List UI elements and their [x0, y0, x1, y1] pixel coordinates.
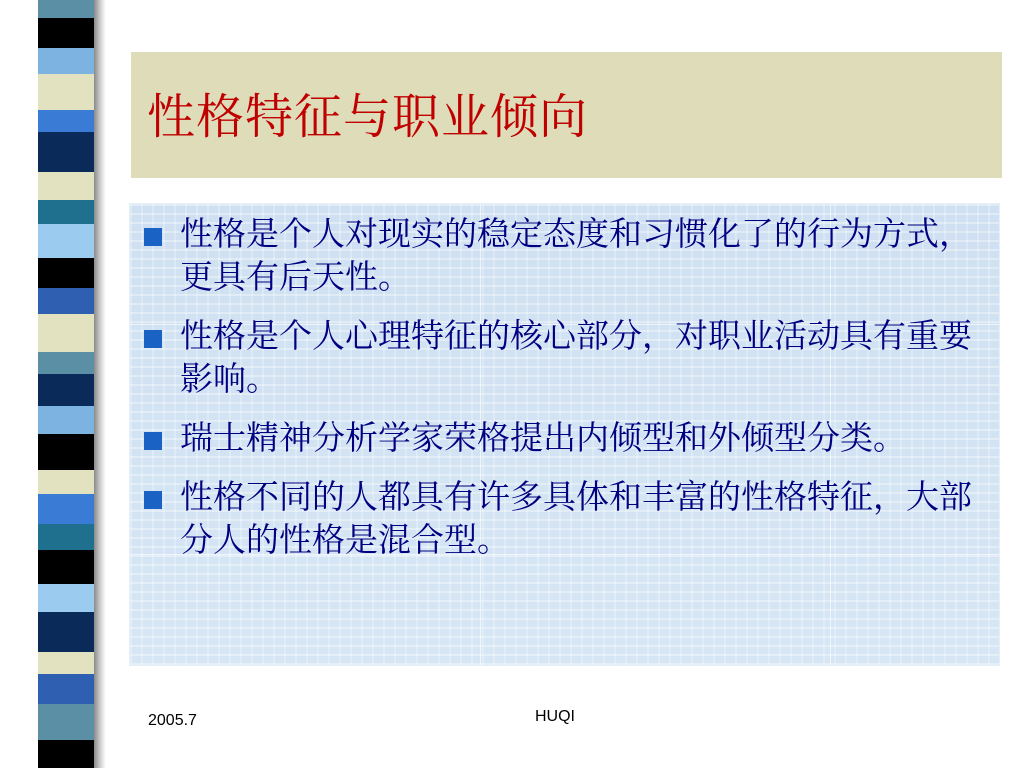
stripe-segment	[38, 674, 94, 704]
stripe-shadow	[94, 0, 106, 768]
stripe-segment	[38, 0, 94, 18]
stripe-segment	[38, 314, 94, 352]
stripe-segment	[38, 652, 94, 674]
stripe-segment	[38, 612, 94, 652]
content-box	[129, 203, 1000, 666]
bullet-item	[142, 475, 982, 561]
footer-author: HUQI	[535, 708, 575, 725]
stripe-segment	[38, 288, 94, 314]
title-box	[131, 52, 1002, 178]
stripe-segment	[38, 524, 94, 550]
stripe-segment	[38, 352, 94, 374]
bullet-list	[142, 212, 982, 577]
stripe-segment	[38, 550, 94, 584]
stripe-segment	[38, 74, 94, 110]
stripe-segment	[38, 200, 94, 224]
bullet-item	[142, 212, 982, 298]
stripe-segment	[38, 704, 94, 740]
stripe-segment	[38, 406, 94, 434]
stripe-segment	[38, 110, 94, 132]
bullet-item	[142, 416, 982, 459]
stripe-segment	[38, 258, 94, 288]
decorative-stripe-bar	[38, 0, 94, 768]
stripe-segment	[38, 18, 94, 48]
stripe-segment	[38, 374, 94, 406]
bullet-text: 性格是个人对现实的稳定态度和习惯化了的行为方式，更具有后天性。	[180, 214, 972, 296]
stripe-segment	[38, 740, 94, 768]
stripe-segment	[38, 494, 94, 524]
stripe-segment	[38, 172, 94, 200]
square-bullet-icon	[144, 330, 162, 348]
bullet-text: 性格不同的人都具有许多具体和丰富的性格特征，大部分人的性格是混合型。	[180, 477, 972, 559]
stripe-segment	[38, 434, 94, 470]
stripe-segment	[38, 224, 94, 258]
slide-title: 性格特征与职业倾向	[147, 89, 589, 145]
stripe-segment	[38, 132, 94, 172]
square-bullet-icon	[144, 432, 162, 450]
bullet-item	[142, 314, 982, 400]
stripe-segment	[38, 48, 94, 74]
stripe-segment	[38, 584, 94, 612]
stripe-segment	[38, 470, 94, 494]
bullet-text: 性格是个人心理特征的核心部分，对职业活动具有重要影响。	[180, 316, 972, 398]
square-bullet-icon	[144, 491, 162, 509]
footer-date: 2005.7	[148, 712, 197, 729]
square-bullet-icon	[144, 228, 162, 246]
bullet-text: 瑞士精神分析学家荣格提出内倾型和外倾型分类。	[180, 418, 906, 457]
